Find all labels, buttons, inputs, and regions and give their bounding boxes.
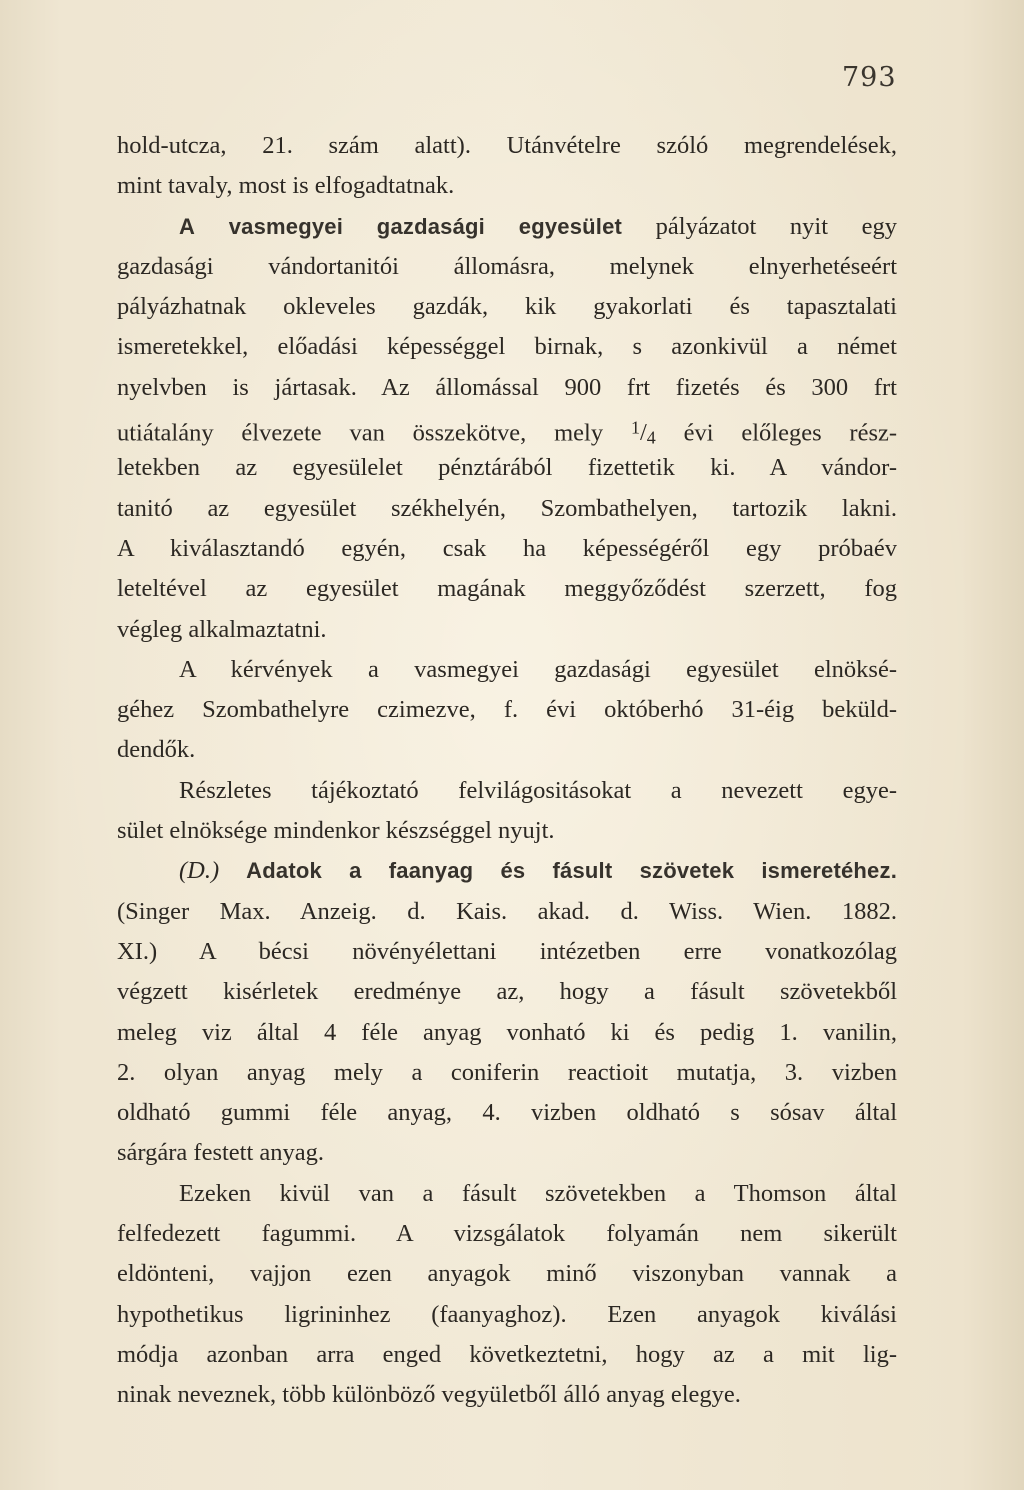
- text-line: XI.) A bécsi növényélettani intézetben erre vonatkozólag: [117, 937, 897, 965]
- text-line: nyelvben is jártasak. Az állomással 900 frt fizetés és 300 frt: [117, 373, 897, 401]
- text-line: hold-utcza, 21. szám alatt). Utánvételre szóló megrendelések,: [117, 132, 897, 159]
- text-line: leteltével az egyesület magának meggyőződést szerzett, fog: [117, 575, 897, 603]
- section-heading-initial: A: [179, 213, 196, 239]
- text-line: hypothetikus ligrininhez (faanyaghoz). Ezen anyagok kiválási: [117, 1300, 897, 1328]
- text-line: (Singer Max. Anzeig. d. Kais. akad. d. Wiss. Wien. 1882.: [117, 897, 897, 925]
- text-line: eldönteni, vajjon ezen anyagok minő viszonyban vannak a: [117, 1260, 897, 1288]
- text-line: gazdasági vándortanitói állomásra, melynek elnyerhetéseért: [117, 252, 897, 280]
- text-line: 2. olyan anyag mely a coniferin reactioit mutatja, 3. vizben: [117, 1058, 897, 1086]
- section-heading: Adatok a faanyag és fásult szövetek ismeretéhez.: [246, 858, 898, 884]
- text-line: módja azonban arra enged következtetni, hogy az a mit lig-: [117, 1340, 897, 1368]
- text-fragment: pályázatot nyit egy: [655, 212, 898, 240]
- text-line: felfedezett fagummi. A vizsgálatok folyamán nem sikerült: [117, 1220, 897, 1248]
- section-heading: vasmegyei gazdasági egyesület: [228, 213, 623, 239]
- text-line: sület elnöksége mindenkor készséggel nyujt.: [117, 817, 555, 845]
- text-line: ninak neveznek, több különböző vegyületből álló anyag elegye.: [117, 1381, 741, 1409]
- text-line: Ezeken kivül van a fásult szövetekben a Thomson által: [179, 1179, 897, 1207]
- fraction: $^1$/4: [630, 418, 656, 448]
- section-marker: (D.): [179, 857, 220, 885]
- text-line: mint tavaly, most is elfogadtatnak.: [117, 172, 455, 200]
- text-line: pályázhatnak okleveles gazdák, kik gyakorlati és tapasztalati: [117, 293, 897, 321]
- text-line: végleg alkalmaztatni.: [117, 615, 327, 643]
- text-line: géhez Szombathelyre czimezve, f. évi októberhó 31-éig beküld-: [117, 696, 897, 724]
- text-fragment: évi előleges rész-: [683, 419, 898, 447]
- text-line: A kérvények a vasmegyei gazdasági egyesület elnöksé-: [179, 655, 897, 683]
- text-line: [117, 408, 897, 448]
- fraction-numerator: 1: [630, 418, 640, 439]
- text-line: meleg viz által 4 féle anyag vonható ki és pedig 1. vanilin,: [117, 1018, 897, 1046]
- text-fragment: utiátalány élvezete van összekötve, mely: [117, 419, 604, 447]
- text-line: oldható gummi féle anyag, 4. vizben oldható s sósav által: [117, 1099, 897, 1127]
- text-line: [117, 851, 897, 891]
- text-line: Részletes tájékoztató felvilágositásokat a nevezett egye-: [179, 776, 897, 804]
- page-number: 793: [842, 62, 897, 93]
- text-line: letekben az egyesülelet pénztárából fizettetik ki. A vándor-: [117, 454, 897, 482]
- text-line: végzett kisérletek eredménye az, hogy a fásult szövetekből: [117, 978, 897, 1006]
- text-body: [117, 126, 897, 1416]
- text-line: [117, 207, 897, 247]
- text-line: tanitó az egyesület székhelyén, Szombathelyen, tartozik lakni.: [117, 494, 897, 522]
- text-line: ismeretekkel, előadási képességgel birnak, s azonkivül a német: [117, 333, 897, 361]
- text-line: dendők.: [117, 736, 196, 764]
- text-line: sárgára festett anyag.: [117, 1139, 325, 1167]
- fraction-denominator: 4: [646, 427, 656, 448]
- text-line: A kiválasztandó egyén, csak ha képességéről egy próbaév: [117, 534, 897, 562]
